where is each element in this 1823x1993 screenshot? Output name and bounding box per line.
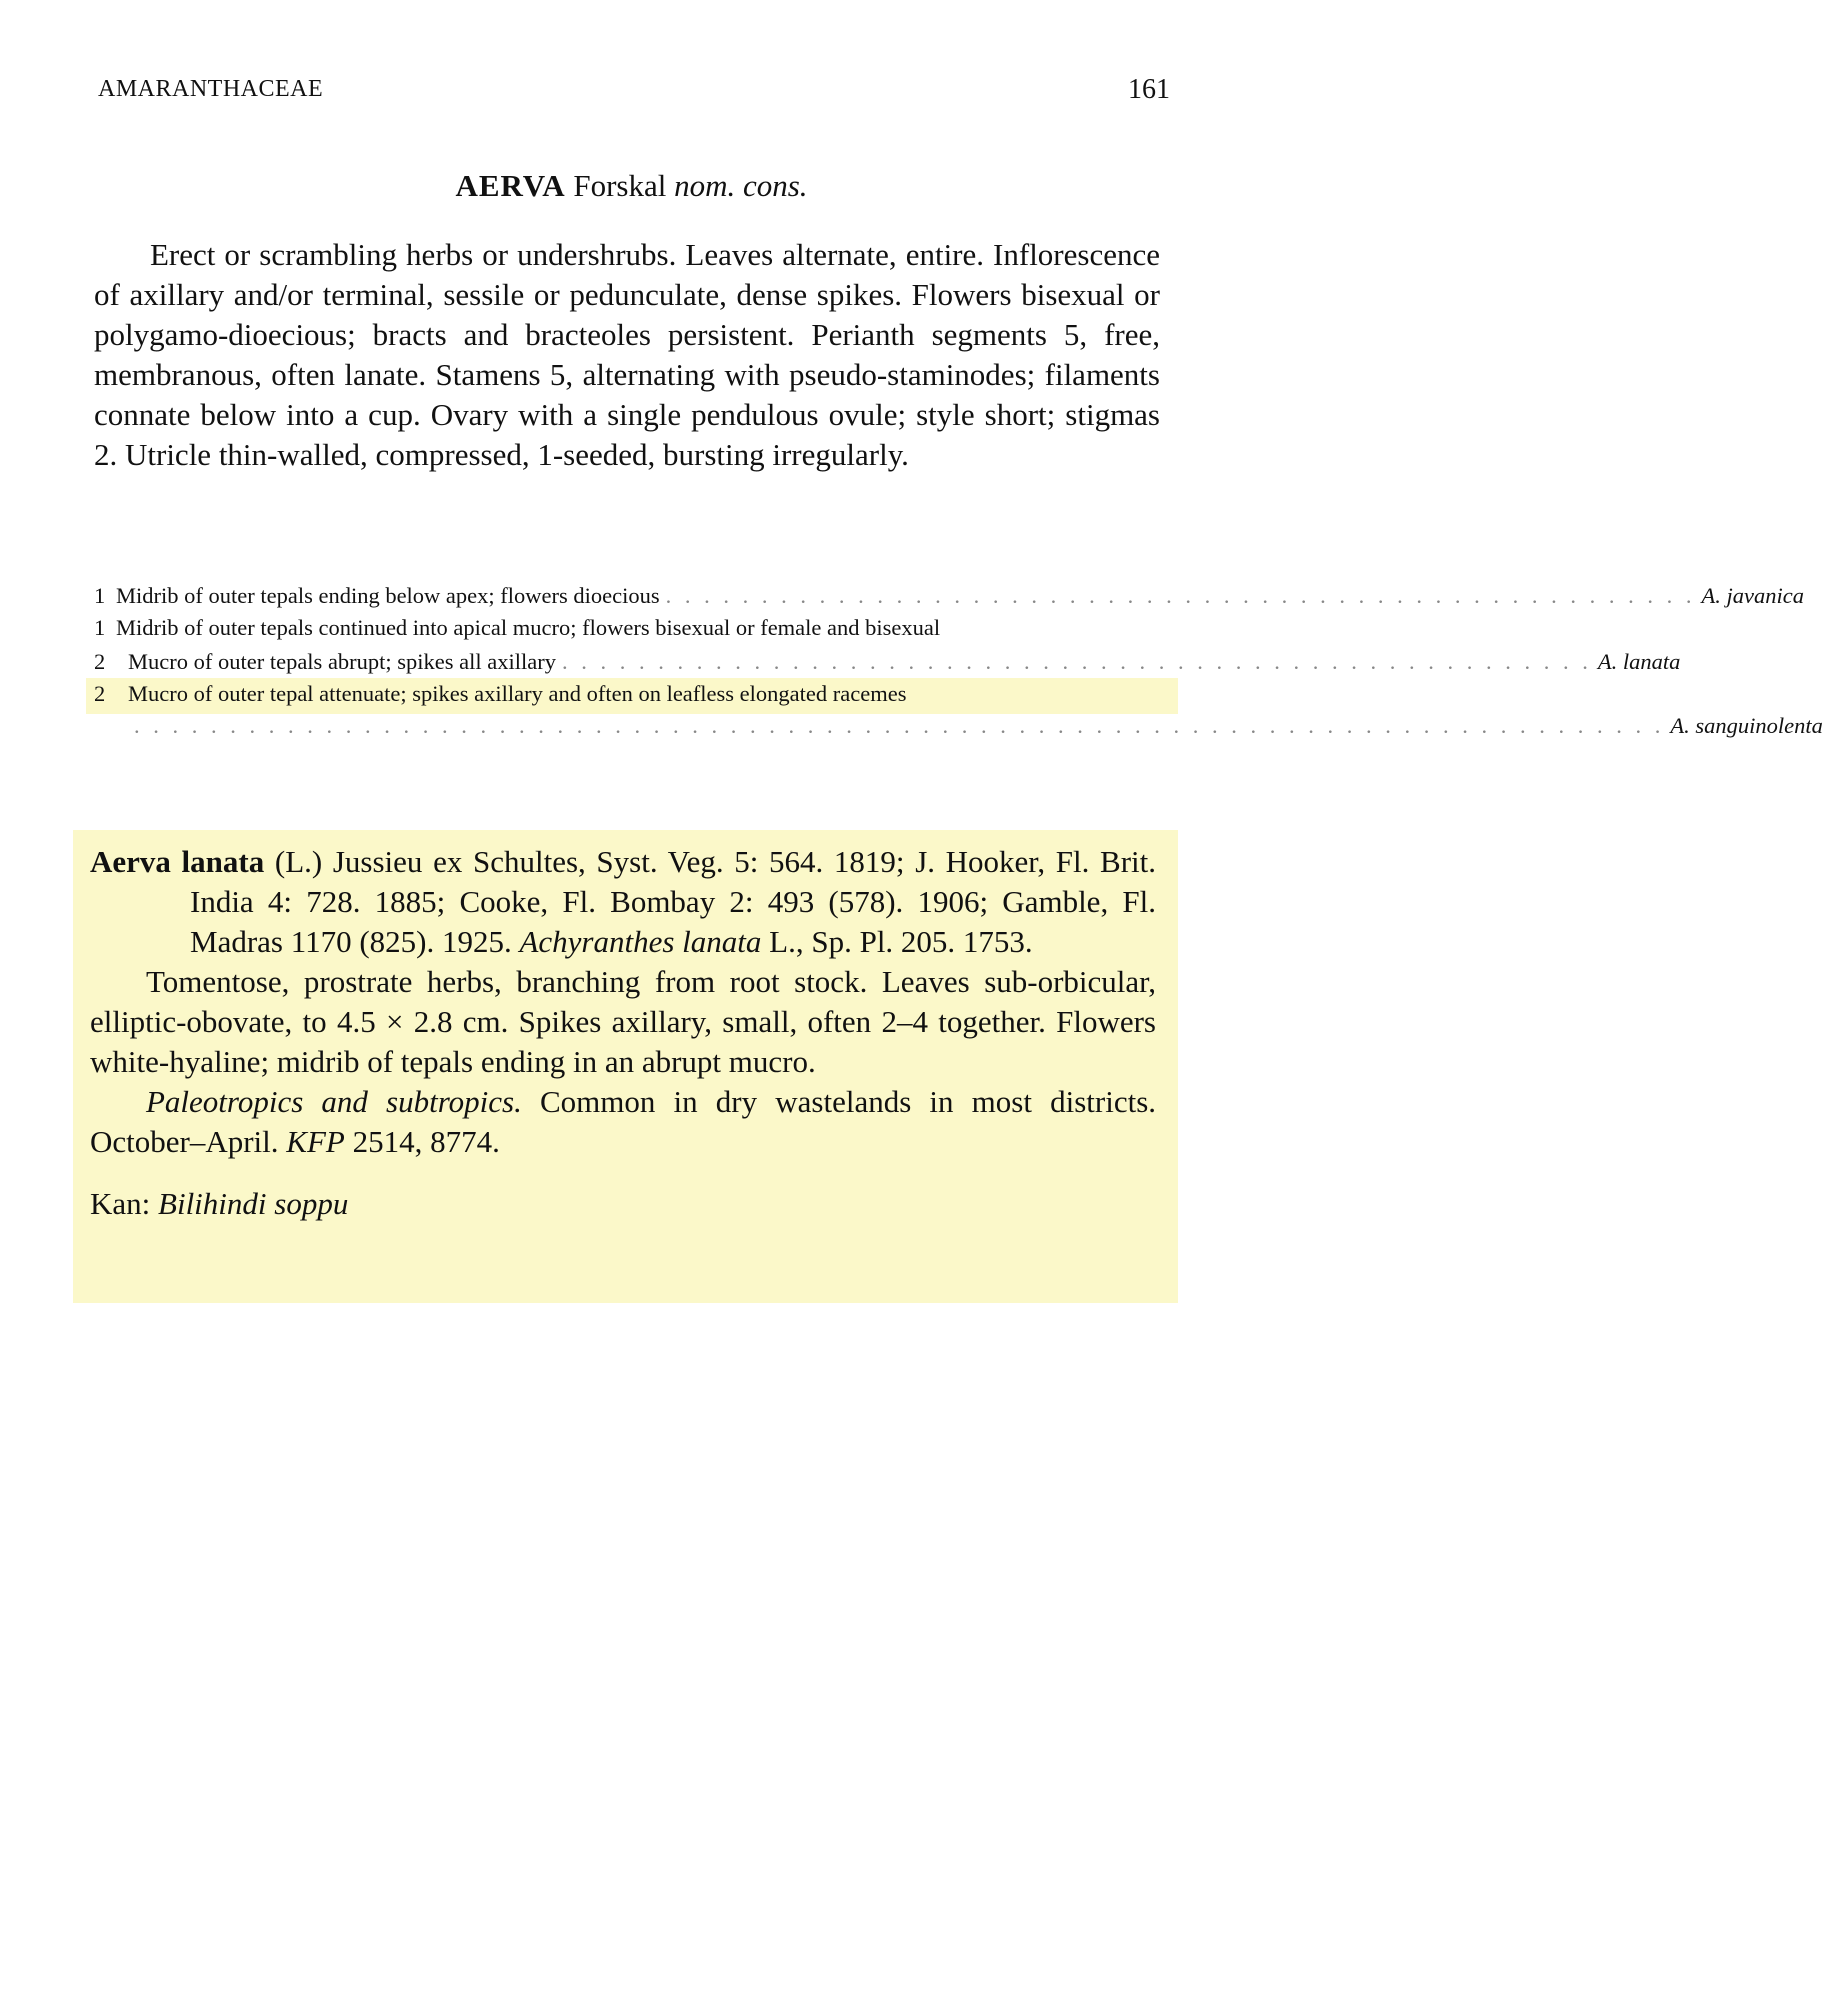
key-lead-text: Mucro of outer tepal attenuate; spikes axillary and often on leafless elongated racemes <box>128 681 907 706</box>
species-distribution <box>90 1082 1156 1162</box>
distribution-text: Common in dry wastelands in most districts. October–April. <box>90 1084 1157 1159</box>
key-lead-result: A. lanata <box>1597 649 1681 674</box>
species-description: Tomentose, prostrate herbs, branching from root stock. Leaves sub-orbicular, elliptic-obovate, to 4.5 × 2.8 cm. Spikes axillary, small, often 2–4 together. Flowers white-hyaline; midrib of tepals ending in an abrupt mucro. <box>90 964 1156 1079</box>
key-lead-number: 1 <box>94 583 106 608</box>
key-lead <box>94 580 1804 612</box>
key-lead-number: 2 <box>94 649 106 674</box>
page-number: 161 <box>1128 74 1170 105</box>
key-lead-result: A. sanguinolenta <box>1670 713 1823 738</box>
key-lead-text: Mucro of outer tepals abrupt; spikes all axillary <box>128 649 557 674</box>
species-name: Aerva lanata <box>90 844 265 879</box>
synonym-name: Achyranthes lanata <box>519 924 762 959</box>
vernacular-label: Kan: <box>90 1186 151 1221</box>
key-lead-text: Midrib of outer tepals continued into apical mucro; flowers bisexual or female and bisexual <box>116 615 941 640</box>
running-head: AMARANTHACEAE <box>98 76 324 102</box>
genus-author: Forskal <box>573 168 667 203</box>
key-lead <box>94 678 1823 742</box>
genus-description: Erect or scrambling herbs or undershrubs. Leaves alternate, entire. Inflorescence of axillary and/or terminal, sessile or pedunculate, dense spikes. Flowers bisexual or polygamo-dioecious; bracts and bracteoles persistent. Perianth segments 5, free, membranous, often lanate. Stamens 5, alternating with pseudo-staminodes; filaments connate below into a cup. Ovary with a single pendulous ovule; style short; stigmas 2. Utricle thin-walled, compressed, 1-seeded, bursting irregularly. <box>94 237 1160 472</box>
genus-note: nom. cons. <box>674 168 808 203</box>
genus-heading <box>0 168 1263 204</box>
genus-name: AERVA <box>455 168 566 203</box>
identification-key <box>94 580 1823 742</box>
citation-text: (L.) Jussieu ex Schultes, Syst. Veg. 5: 564. 1819; J. Hooker, Fl. Brit. India 4: 728. 1885; Cooke, Fl. Bombay 2: 493 (578). 1906; Gamble, Fl. Madras 1170 (825). 1925. <box>190 844 1157 959</box>
distribution-region: Paleotropics and subtropics. <box>146 1084 522 1119</box>
herbarium-label: KFP <box>286 1124 345 1159</box>
vernacular-name: Bilihindi soppu <box>158 1186 349 1221</box>
synonym-citation: L., Sp. Pl. 205. 1753. <box>769 924 1033 959</box>
key-lead-result: A. javanica <box>1701 583 1804 608</box>
key-lead-number: 2 <box>94 681 106 706</box>
herbarium-numbers: 2514, 8774. <box>352 1124 500 1159</box>
leader-dots: . . . . . . . . . . . . . . . . . . . . . . . . . . . . . . . . . . . . . . . . . . . . . . . . . . . . . . <box>562 649 1592 674</box>
species-citation <box>90 842 1156 962</box>
key-lead-number: 1 <box>94 615 106 640</box>
leader-dots: . . . . . . . . . . . . . . . . . . . . . . . . . . . . . . . . . . . . . . . . . . . . . . . . . . . . . . <box>665 583 1696 608</box>
leader-dots: . . . . . . . . . . . . . . . . . . . . . . . . . . . . . . . . . . . . . . . . . . . . . . . . . . . . . . . . . . . . . . . . . . . . . . . . . . . . . . . . <box>134 713 1665 738</box>
page-header <box>98 74 1170 106</box>
key-lead <box>94 612 1160 644</box>
vernacular-name-line <box>90 1184 1156 1224</box>
key-lead <box>94 646 1681 678</box>
key-lead-text: Midrib of outer tepals ending below apex; flowers dioecious <box>116 583 660 608</box>
species-treatment <box>90 842 1156 1224</box>
